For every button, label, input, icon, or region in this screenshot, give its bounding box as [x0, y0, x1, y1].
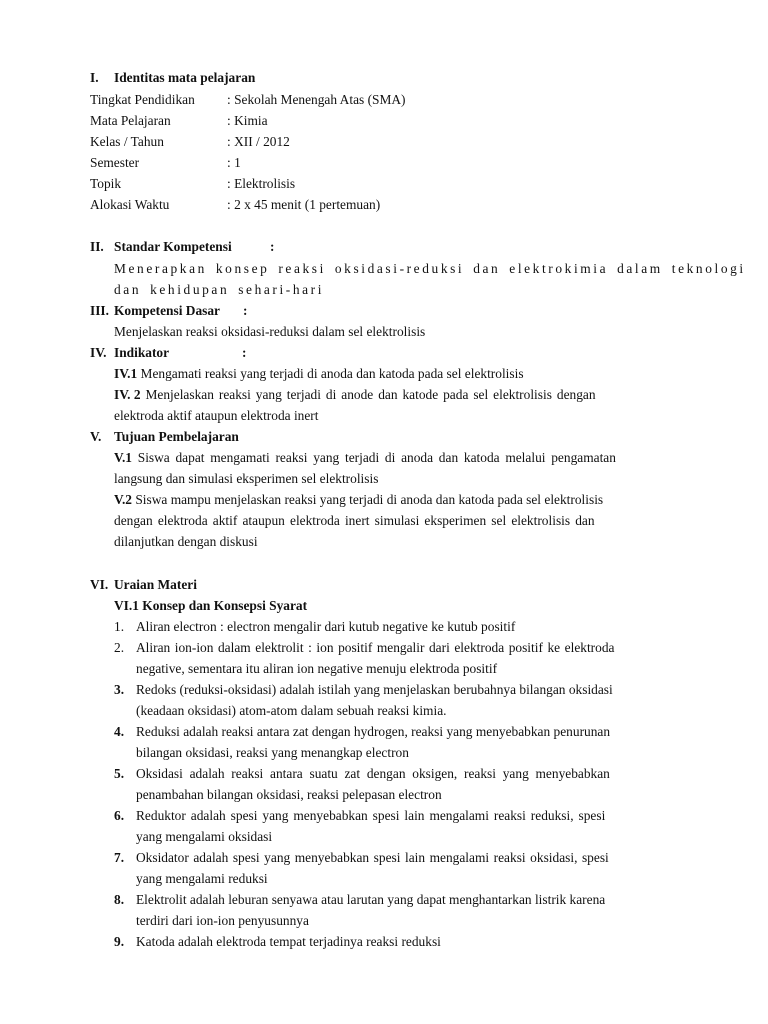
item-text: Aliran ion-ion dalam elektrolit : ion positif mengalir dari elektroda positif ke elektroda — [136, 640, 615, 655]
item-number: 3. — [114, 682, 125, 697]
row-label: Topik — [90, 176, 122, 191]
sk-line-text: Menerapkan konsep reaksi oksidasi-reduksi dan elektrokimia dalam teknologi — [114, 261, 746, 276]
indikator-label: IV.1 — [114, 366, 138, 381]
section-number: V. — [90, 429, 102, 444]
item-number: 7. — [114, 850, 125, 865]
sk-line-2: dan kehidupan sehari-hari — [114, 282, 325, 297]
item-text-cont: bilangan oksidasi, reaksi yang menangkap electron — [136, 745, 409, 760]
heading-colon: : — [270, 239, 275, 254]
section-heading: Uraian Materi — [114, 577, 197, 592]
indikator-label: IV. 2 — [114, 387, 141, 402]
section-number: IV. — [90, 345, 107, 360]
subsection-heading: VI.1 Konsep dan Konsepsi Syarat — [114, 598, 308, 613]
row-label: Mata Pelajaran — [90, 113, 171, 128]
indikator-text: Menjelaskan reaksi yang terjadi di anode dan katode pada sel elektrolisis dengan — [140, 387, 596, 402]
item-text: Reduksi adalah reaksi antara zat dengan hydrogen, reaksi yang menyebabkan penurunan — [136, 724, 611, 739]
item-number: 8. — [114, 892, 125, 907]
item-text: Aliran electron : electron mengalir dari kutub negative ke kutub positif — [136, 619, 516, 634]
section-number: III. — [90, 303, 109, 318]
row-value: : 1 — [227, 155, 241, 170]
kd-text: Menjelaskan reaksi oksidasi-reduksi dalam sel elektrolisis — [114, 324, 426, 339]
tujuan-text: Siswa dapat mengamati reaksi yang terjadi di anoda dan katoda melalui pengamatan — [132, 450, 616, 465]
tujuan-2-cont: dengan elektroda aktif ataupun elektroda inert simulasi eksperimen sel elektrolisis dan — [114, 513, 595, 528]
row-value: : Elektrolisis — [227, 176, 296, 191]
tujuan-label: V.2 — [114, 492, 132, 507]
tujuan-text: Siswa mampu menjelaskan reaksi yang terjadi di anoda dan katoda pada sel elektrolisis — [132, 492, 604, 507]
item-text-cont: penambahan bilangan oksidasi, reaksi pelepasan electron — [136, 787, 442, 802]
section-heading: Identitas mata pelajaran — [114, 70, 256, 85]
item-text-cont: negative, sementara itu aliran ion negative menuju elektroda positif — [136, 661, 498, 676]
tujuan-label: V.1 — [114, 450, 132, 465]
section-heading: Tujuan Pembelajaran — [114, 429, 239, 444]
tujuan-1-cont: langsung dan simulasi eksperimen sel elektrolisis — [114, 471, 379, 486]
row-value: : 2 x 45 menit (1 pertemuan) — [227, 197, 381, 212]
heading-colon: : — [242, 345, 247, 360]
item-number: 1. — [114, 619, 125, 634]
row-value: : Kimia — [227, 113, 268, 128]
section-number: II. — [90, 239, 104, 254]
indikator-text: Mengamati reaksi yang terjadi di anoda dan katoda pada sel elektrolisis — [137, 366, 524, 381]
item-number: 4. — [114, 724, 125, 739]
item-text: Katoda adalah elektroda tempat terjadinya reaksi reduksi — [136, 934, 441, 949]
item-text-cont: yang mengalami oksidasi — [136, 829, 273, 844]
item-number: 6. — [114, 808, 125, 823]
item-text: Redoks (reduksi-oksidasi) adalah istilah yang menjelaskan berubahnya bilangan oksidasi — [136, 682, 613, 697]
section-heading: Standar Kompetensi — [114, 239, 232, 254]
row-label: Semester — [90, 155, 140, 170]
tujuan-1 — [114, 450, 678, 466]
tujuan-2-cont: dilanjutkan dengan diskusi — [114, 534, 258, 549]
item-text: Reduktor adalah spesi yang menyebabkan spesi lain mengalami reaksi reduksi, spesi — [136, 808, 606, 823]
row-label: Kelas / Tahun — [90, 134, 164, 149]
item-text-cont: yang mengalami reduksi — [136, 871, 268, 886]
item-text: Oksidasi adalah reaksi antara suatu zat dengan oksigen, reaksi yang menyebabkan — [136, 766, 610, 781]
indikator-2 — [114, 387, 678, 403]
row-value: : Sekolah Menengah Atas (SMA) — [227, 92, 406, 107]
item-number: 5. — [114, 766, 125, 781]
row-label: Alokasi Waktu — [90, 197, 170, 212]
row-value: : XII / 2012 — [227, 134, 290, 149]
tujuan-2 — [114, 492, 678, 508]
section-number: I. — [90, 70, 99, 85]
heading-colon: : — [243, 303, 248, 318]
item-text-cont: (keadaan oksidasi) atom-atom dalam sebuah reaksi kimia. — [136, 703, 447, 718]
indikator-2-cont: elektroda aktif ataupun elektroda inert — [114, 408, 319, 423]
item-text-cont: terdiri dari ion-ion penyusunnya — [136, 913, 309, 928]
item-text: Elektrolit adalah leburan senyawa atau larutan yang dapat menghantarkan listrik karena — [136, 892, 606, 907]
item-number: 9. — [114, 934, 125, 949]
sk-line-1 — [114, 261, 746, 277]
indikator-1 — [114, 366, 524, 382]
item-text: Oksidator adalah spesi yang menyebabkan spesi lain mengalami reaksi oksidasi, spesi — [136, 850, 609, 865]
section-heading: Kompetensi Dasar — [114, 303, 221, 318]
item-number: 2. — [114, 640, 125, 655]
section-heading: Indikator — [114, 345, 170, 360]
section-number: VI. — [90, 577, 109, 592]
row-label: Tingkat Pendidikan — [90, 92, 195, 107]
